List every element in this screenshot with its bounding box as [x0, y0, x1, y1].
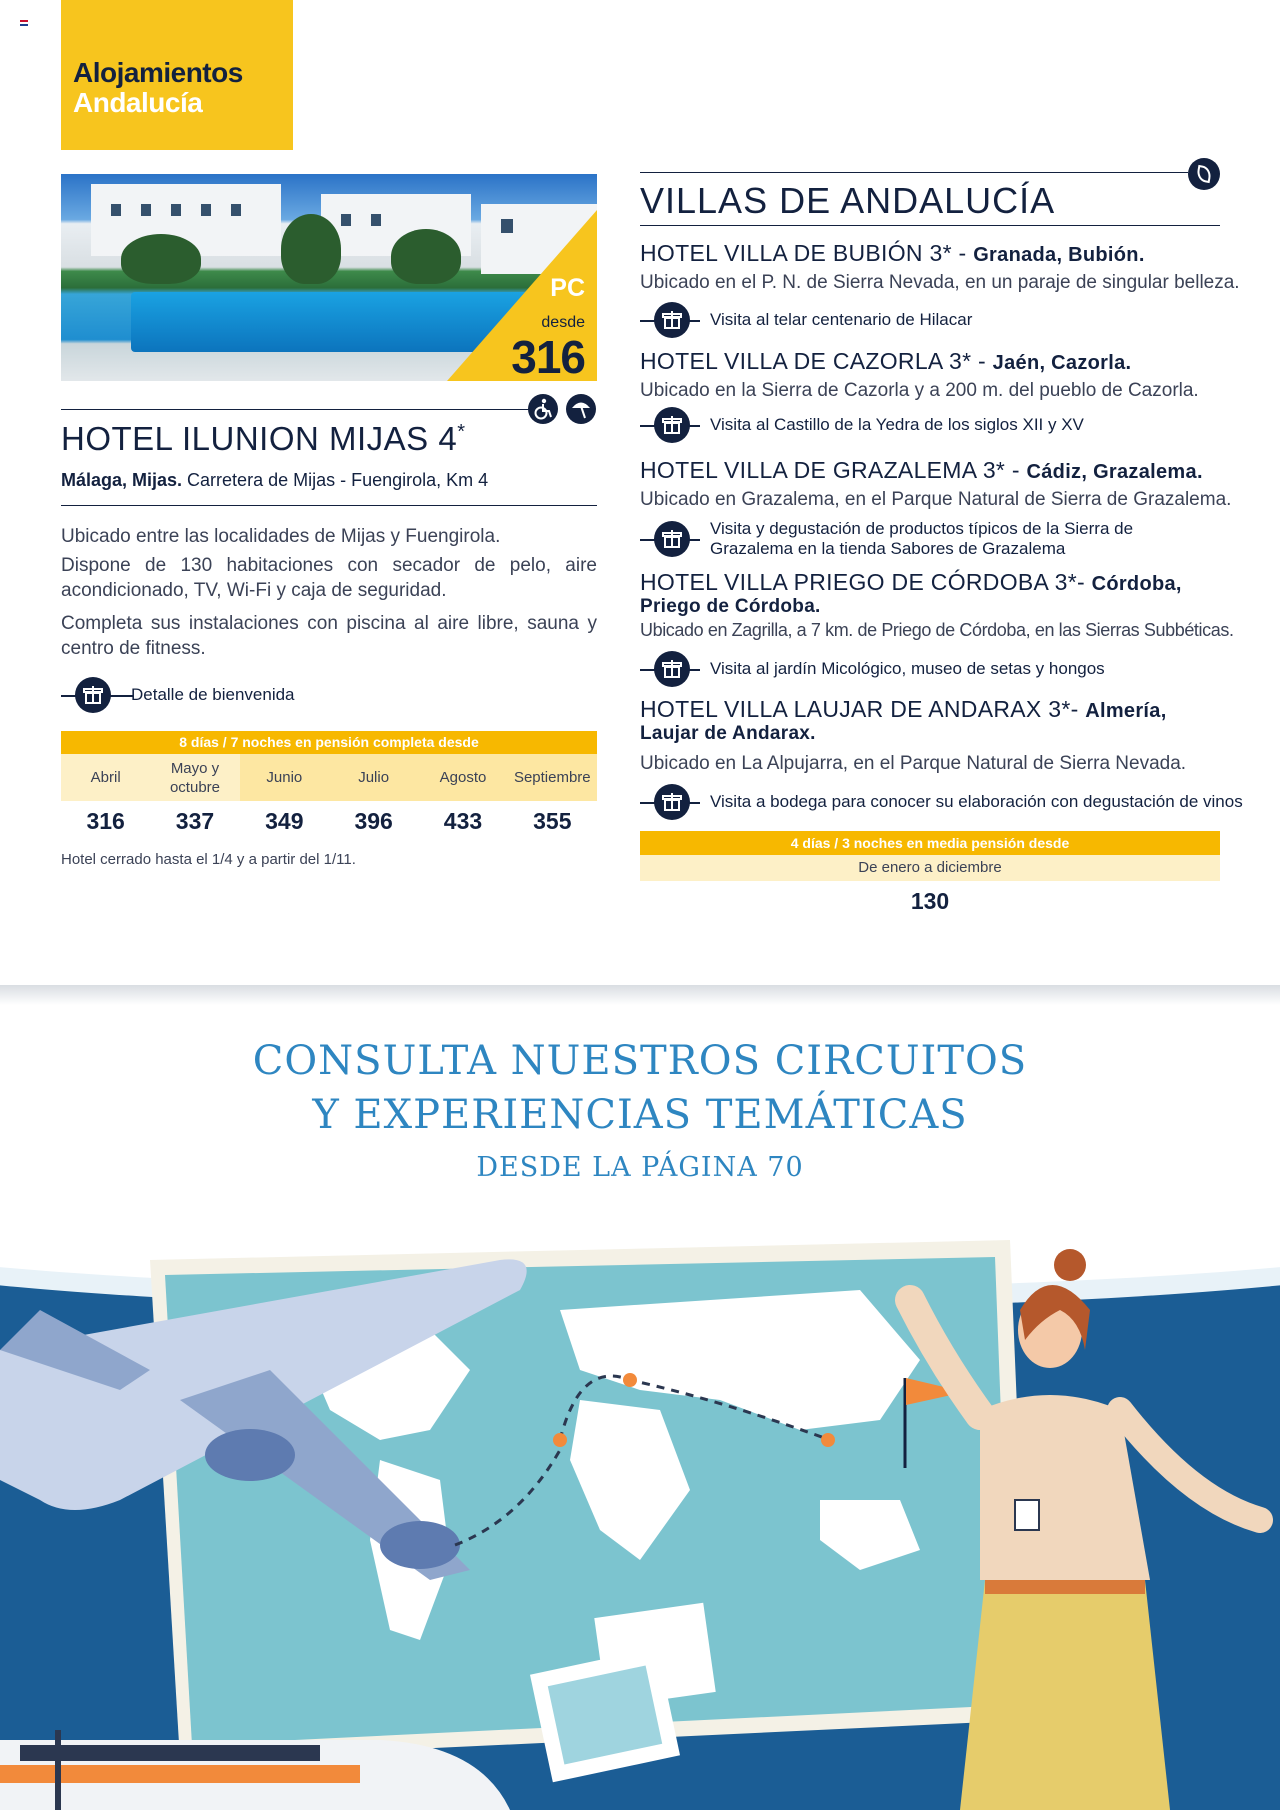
divider	[61, 409, 531, 410]
price-table	[61, 731, 597, 841]
month-cell: Junio	[240, 754, 329, 801]
gift-icon	[654, 784, 690, 820]
divider	[640, 172, 1188, 173]
flag-icon	[20, 20, 28, 26]
villa-title: HOTEL VILLA PRIEGO DE CÓRDOBA 3*- Córdoba,	[640, 569, 1182, 595]
banner-title-line1: CONSULTA NUESTROS CIRCUITOS	[252, 1038, 1028, 1084]
hotel-location: Málaga, Mijas. Carretera de Mijas - Fuengirola, Km 4	[61, 470, 489, 490]
villa-title: HOTEL VILLA DE BUBIÓN 3* - Granada, Bubión.	[640, 240, 1145, 266]
section-title: Alojamientos	[73, 57, 243, 88]
divider	[61, 505, 597, 506]
villa-gift: Visita y degustación de productos típicos de la Sierra de Grazalema en la tienda Sabores de Grazalema	[710, 519, 1134, 558]
price-cell: 337	[175, 808, 215, 834]
month-cell: Abril	[61, 754, 150, 801]
banner-edge	[0, 985, 1280, 1005]
wheelchair-icon	[528, 394, 558, 424]
villa-description: Ubicado en Grazalema, en el Parque Natural de Sierra de Grazalema.	[640, 489, 1232, 510]
villas-table-header: 4 días / 3 noches en media pensión desde	[640, 831, 1220, 855]
price-from-label: desde	[541, 314, 585, 331]
month-cell: Julio	[329, 754, 418, 801]
villas-table-period: De enero a diciembre	[640, 855, 1220, 881]
villa-title: HOTEL VILLA DE GRAZALEMA 3* - Cádiz, Grazalema.	[640, 457, 1203, 483]
price-cell: 355	[533, 808, 572, 834]
villa-gift: Visita al Castillo de la Yedra de los siglos XII y XV	[710, 415, 1084, 434]
price-cell: 433	[443, 808, 483, 834]
hotel-photo	[61, 174, 597, 381]
gift-icon	[654, 407, 690, 443]
price-badge: 316	[511, 331, 585, 381]
hotel-description: Completa sus instalaciones con piscina al aire libre, sauna y centro de fitness.	[61, 613, 597, 659]
price-cell: 316	[86, 808, 125, 834]
villa-gift: Visita a bodega para conocer su elaboración con degustación de vinos	[710, 792, 1243, 811]
villa-description: Ubicado en La Alpujarra, en el Parque Natural de Sierra Nevada.	[640, 753, 1187, 774]
divider	[640, 225, 1220, 226]
price-table-header: 8 días / 7 noches en pensión completa desde	[61, 731, 597, 754]
section-header	[61, 0, 293, 150]
month-cell: Mayo y octubre	[150, 754, 239, 801]
closure-note: Hotel cerrado hasta el 1/4 y a partir del 1/11.	[61, 851, 356, 868]
villas-title: VILLAS DE ANDALUCÍA	[640, 180, 1056, 221]
hotel-title: HOTEL ILUNION MIJAS 4*	[61, 420, 466, 457]
villa-gift: Visita al jardín Micológico, museo de setas y hongos	[710, 659, 1105, 678]
beach-umbrella-icon	[566, 394, 596, 424]
welcome-gift: Detalle de bienvenida	[131, 685, 295, 704]
price-cell: 396	[354, 808, 393, 834]
gift-icon	[654, 302, 690, 338]
villa-place: Laujar de Andarax.	[640, 723, 816, 744]
section-region: Andalucía	[73, 87, 203, 118]
month-cell: Septiembre	[508, 754, 597, 801]
travel-illustration	[0, 1200, 1280, 1810]
board-badge: PC	[550, 274, 585, 302]
month-cell: Agosto	[418, 754, 507, 801]
gift-icon	[75, 677, 111, 713]
villa-title: HOTEL VILLA LAUJAR DE ANDARAX 3*- Almería,	[640, 696, 1167, 722]
gift-icon	[654, 521, 690, 557]
hotel-description: Ubicado entre las localidades de Mijas y Fuengirola.	[61, 526, 501, 547]
hotel-description: Dispone de 130 habitaciones con secador de pelo, aire acondicionado, TV, Wi-Fi y caja de seguridad.	[61, 555, 597, 601]
leaf-icon	[1188, 158, 1220, 190]
banner-subtitle: DESDE LA PÁGINA 70	[476, 1152, 804, 1183]
villas-price-table	[640, 831, 1220, 921]
villa-description: Ubicado en Zagrilla, a 7 km. de Priego de Córdoba, en las Sierras Subbéticas.	[640, 620, 1234, 640]
villa-description: Ubicado en el P. N. de Sierra Nevada, en un paraje de singular belleza.	[640, 272, 1240, 293]
villas-table-price: 130	[910, 888, 950, 914]
villa-description: Ubicado en la Sierra de Cazorla y a 200 m. del pueblo de Cazorla.	[640, 380, 1199, 401]
villa-place: Priego de Córdoba.	[640, 596, 821, 617]
villa-title: HOTEL VILLA DE CAZORLA 3* - Jaén, Cazorla.	[640, 348, 1132, 374]
price-cell: 349	[265, 808, 304, 834]
villa-gift: Visita al telar centenario de Hilacar	[710, 310, 973, 329]
banner-title-line2: Y EXPERIENCIAS TEMÁTICAS	[312, 1092, 968, 1138]
gift-icon	[654, 651, 690, 687]
